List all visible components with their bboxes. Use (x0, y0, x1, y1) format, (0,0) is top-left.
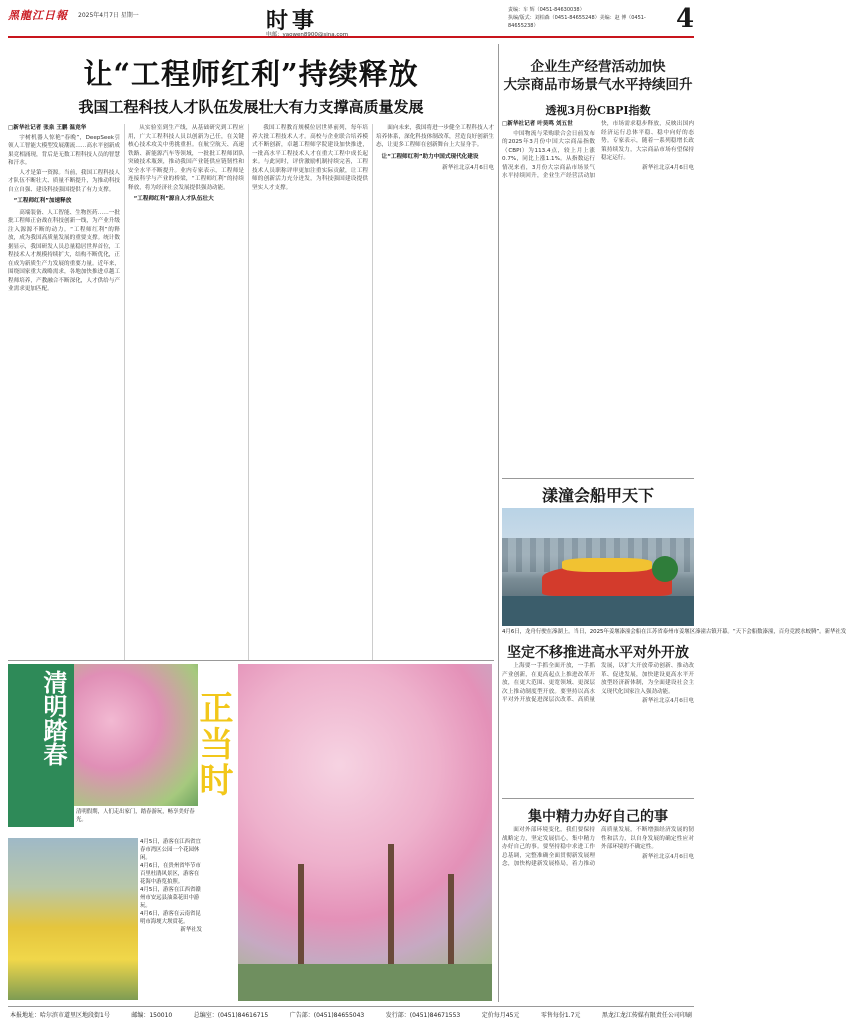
editorial-1-dateline: 新华社北京4月6日电 (642, 698, 694, 704)
editorial-1-body (502, 662, 694, 792)
masthead (8, 4, 694, 38)
cpi-dateline: 新华社北京4月6日电 (642, 164, 694, 171)
editorial-2-body (502, 826, 694, 1002)
qingming-title-secondary: 正当时 (200, 672, 238, 816)
qingming-captions (140, 838, 202, 1000)
section-divider (502, 798, 694, 799)
column-divider (124, 124, 125, 660)
section-email: 电邮：yaowen8900@sina.com (266, 32, 349, 38)
photo-caption: 4月5日，游客在江西省赣州市安远县油菜花田中游玩。 (140, 887, 201, 909)
lead-subheading: 让“工程师红利”助力中国式现代化建设 (381, 153, 479, 160)
photo-credit: 新华社发 (180, 927, 202, 933)
cpi-headline-line2: 大宗商品市场景气水平持续回升 (503, 77, 693, 93)
ship-photo-title: 漾潼会船甲天下 (541, 486, 654, 505)
lead-byline: □新华社记者 张泉 王鹏 温竞华 (8, 125, 87, 131)
qingming-title: 清明踏春 (39, 670, 68, 766)
editorial-1-paragraph: 上海要一手抓全面开放，一手抓产业创新，在更高起点上推进改革开放，在更大范围、更宽领域、更深层次上推动制度型开放。要坚持以高水平对外开放促进深层次改革、高质量发展，以扩大开放带动创新、推动改革、促进发展，加快建设更高水平开放型经济新体制，为全面建设社会主义现代化国家注入强劲动能。 (502, 663, 694, 703)
footer-distribution-phone: 发行部：(0451)84671553 (385, 1012, 461, 1019)
lead-subheading: “工程师红利”加速释放 (13, 198, 72, 204)
footer-ad-phone: 广告部：(0451)84655043 (289, 1012, 365, 1019)
editorial-2-dateline: 新华社北京4月6日电 (642, 853, 694, 860)
editorial-1-title: 坚定不移推进高水平对外开放 (507, 645, 689, 661)
lead-dateline: 新华社北京4月6日电 (442, 165, 494, 171)
cpi-headline (502, 58, 694, 94)
issue-date: 2025年4月7日 星期一 (78, 12, 139, 19)
lead-paragraph: 高端装备、人工智能、生物医药……一批批工程师正奋战在科技创新一线，为产业升级注入源源不断的动力。“工程师红利”的释放，成为我国高质量发展的重要支撑。统计数据显示，我国研发人员总量稳居世界首位，工程技术人才规模持续扩大，结构不断优化，正在成为新质生产力发展的重要力量。近年来，围绕国家重大战略需求，各地加快推进卓越工程师培养，产教融合不断深化，人才供给与产业需求更加匹配。 (8, 209, 120, 292)
page-number: 4 (676, 4, 695, 34)
rapeseed-field-photo (8, 838, 138, 1000)
blossom-trees-photo (238, 664, 492, 1001)
lead-paragraph: 从实验室到生产线，从基础研究到工程应用，广大工程科技人员以创新为己任，在关键核心技术攻关中勇挑重担。在航空航天、高速铁路、新能源汽车等领域，一批批工程师团队突破技术瓶颈，推动我国产业链供应链韧性和安全水平不断提升。业内专家表示，工程师是连接科学与产业的桥梁，“工程师红利”的持续释放，将为经济社会发展提供强劲动能。 (128, 125, 244, 191)
lead-column-4 (376, 124, 494, 660)
newspaper-logo: 黑龍江日報 (8, 9, 68, 22)
footer-postcode: 邮编：150010 (131, 1012, 173, 1019)
editor-contacts (508, 6, 668, 30)
section-title: 时事 (266, 8, 319, 34)
footer-retail-price: 零售每份1.7元 (540, 1012, 581, 1019)
footer-price: 定价每月45元 (481, 1012, 520, 1019)
main-divider (498, 44, 499, 1002)
dragon-boat-photo (502, 508, 694, 626)
lead-column-1 (8, 124, 120, 660)
photo-caption: 4月6日，游客在云南省昆明市海埂大坝赏花。 (140, 911, 201, 925)
flower-park-photo (74, 664, 198, 806)
lead-paragraph: 面向未来，我国将进一步健全工程科技人才培养体系，深化科技体制改革，营造良好创新生态，让更多工程师在创新舞台上大显身手。 (376, 125, 494, 148)
contact-line-1: 责编：车 辉（0451-84630038） (508, 7, 585, 13)
lead-headline: 让“工程师红利”持续释放 (83, 57, 419, 91)
cpi-paragraph: 中国物流与采购联合会日前发布的2025年3月份中国大宗商品指数（CBPI）为113.4点，较上月上涨0.7%，同比上涨1.1%。从指数运行情况来看，3月份大宗商品市场景气水平持续回升，企业生产经营活动加快，市场需求稳步释放，反映出国内经济运行总体平稳、稳中向好的态势。专家表示，随着一系列稳增长政策持续发力，大宗商品市场有望保持稳定运行。 (502, 121, 694, 179)
contact-line-2: 执编/版式：刘柏森（0451-84655248）美编：赵 博（0451-84655238） (508, 15, 646, 29)
lead-column-2 (128, 124, 244, 660)
section-divider (8, 660, 494, 661)
cpi-body (502, 120, 694, 474)
lead-paragraph: 宇树机器人惊艳“春晚”，DeepSeek引领人工智能大模型发展潮流……高水平创新成果竞相涌现，背后是无数工程科技人员的智慧和汗水。 (8, 134, 120, 166)
cpi-byline: □新华社记者 叶昊鸣 刘五世 (502, 121, 573, 127)
column-divider (248, 124, 249, 660)
ship-caption: 4月6日，龙舟行驶在溱湖上。当日，2025年姜堰溱潼会船在江苏省泰州市姜堰区溱潼古镇开幕。“天下会船数溱潼，百舟竞渡水蛟腾”。新华社发 (502, 629, 846, 635)
editorial-2-title: 集中精力办好自己的事 (528, 809, 668, 825)
lead-paragraph: 我国工程教育规模位居世界前列，每年培养大批工程技术人才。高校与企业联合培养模式不断创新，卓越工程师学院建设加快推进，一批高水平工程技术人才在重大工程中成长起来。与此同时，评价激励机制持续完善，工程技术人员职称评审更加注重实际贡献，让工程师的创新活力充分迸发，为科技强国建设提供坚实人才支撑。 (252, 125, 368, 191)
footer-office-phone: 总编室：(0451)84616715 (193, 1012, 269, 1019)
cpi-headline-line1: 企业生产经营活动加快 (530, 59, 666, 75)
editorial-2-paragraph: 面对外部环境变化，我们要保持战略定力，坚定发展信心，集中精力办好自己的事。要坚持稳中求进工作总基调，完整准确全面贯彻新发展理念，加快构建新发展格局，着力推动高质量发展，不断增强经济发展的韧性和活力，以自身发展的确定性应对外部环境的不确定性。 (502, 827, 694, 867)
lead-subheading: “工程师红利”源自人才队伍壮大 (133, 196, 214, 202)
footer (8, 1006, 694, 1022)
qingming-intro: 清明假期，人们走出家门，踏春游玩，畅享美好春光。 (76, 809, 195, 823)
section-divider (502, 478, 694, 479)
lead-column-3 (252, 124, 368, 660)
photo-caption: 4月5日，游客在江西省宜春市湾区公园一个花园休闲。 (140, 839, 201, 861)
lead-subhead: 我国工程科技人才队伍发展壮大有力支撑高质量发展 (78, 98, 424, 116)
photo-caption: 4月6日，在贵州省毕节市百里杜鹃风景区，游客在花海中游览拍照。 (140, 863, 201, 885)
lead-paragraph: 人才是第一资源。当前，我国工程科技人才队伍不断壮大、质量不断提升，为推动科技自立自强、建设科技强国提供了有力支撑。 (8, 169, 120, 193)
cpi-subtitle: 透视3月份CBPI指数 (545, 104, 651, 117)
footer-printer: 黑龙江龙江传媒有限责任公司印刷 (601, 1012, 692, 1019)
footer-address: 本报地址：哈尔滨市道里区地段街1号 (10, 1012, 110, 1019)
column-divider (372, 124, 373, 660)
